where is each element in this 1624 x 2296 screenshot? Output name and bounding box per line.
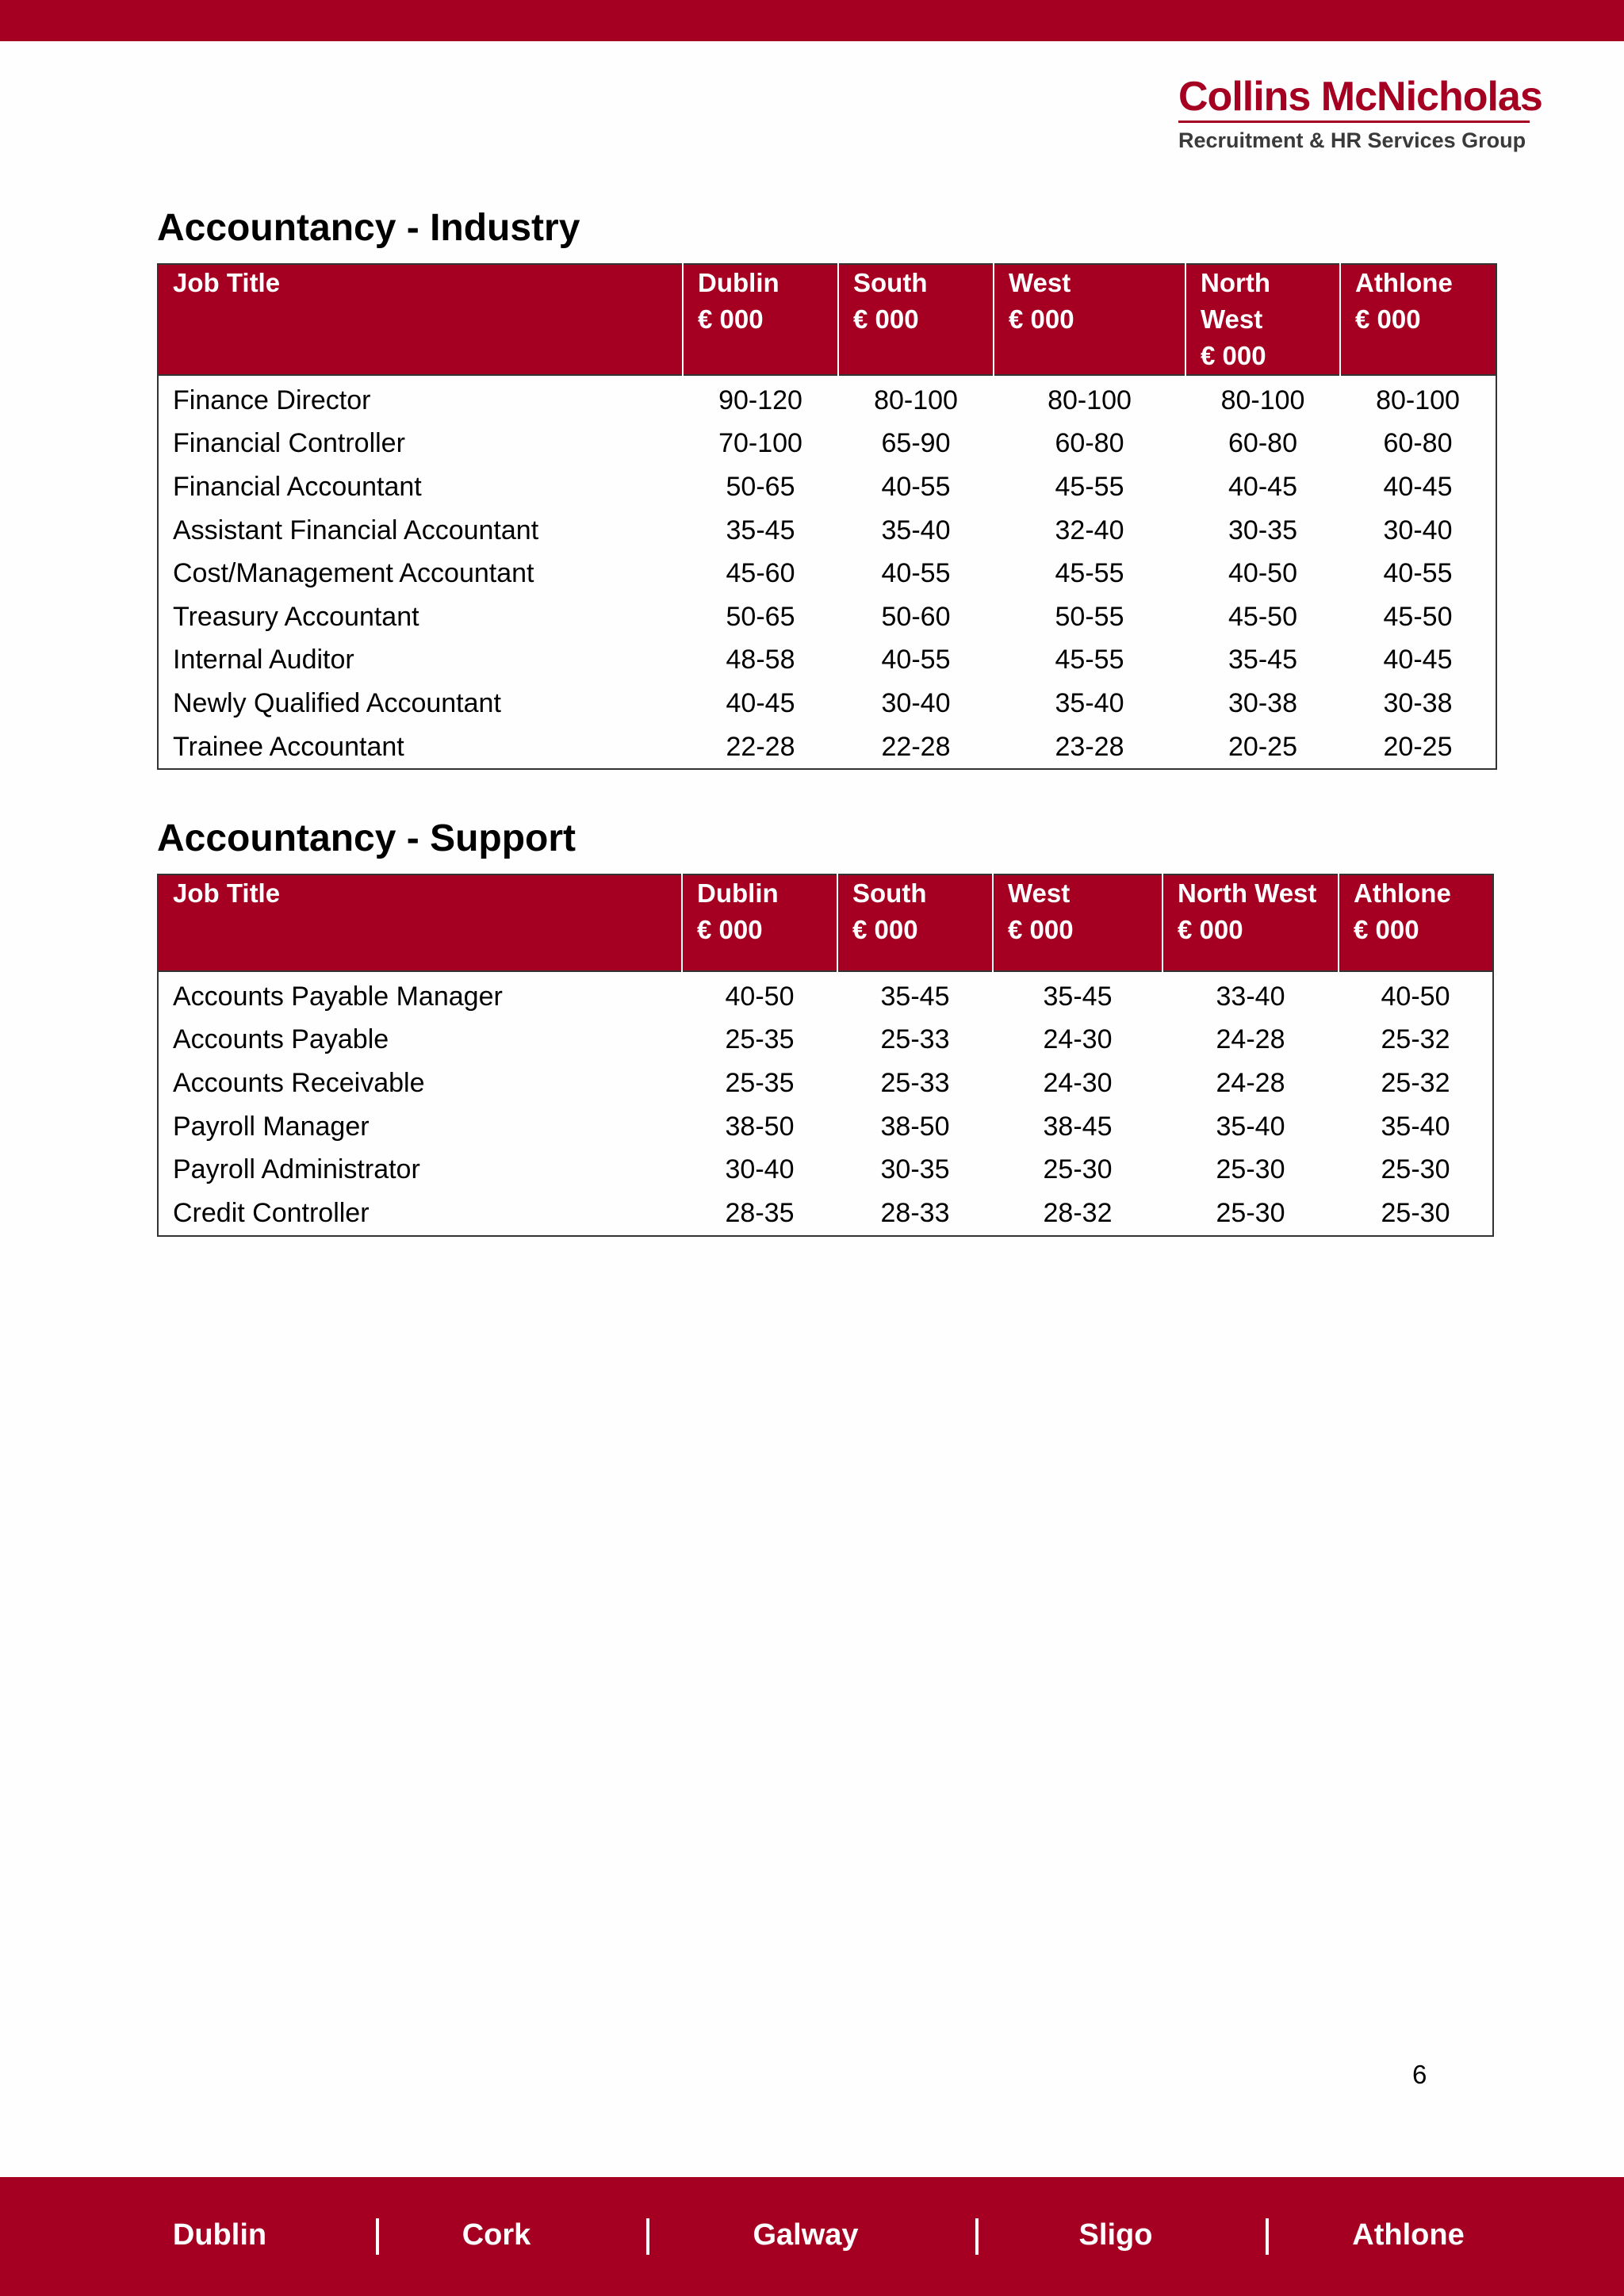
table-body-support bbox=[158, 971, 1493, 1236]
salary-cell-athlone: 25-32 bbox=[1381, 1024, 1450, 1055]
salary-table-support bbox=[157, 874, 1494, 1237]
job-title-cell: Accounts Payable Manager bbox=[173, 981, 503, 1012]
salary-cell-athlone: 40-55 bbox=[1383, 558, 1453, 589]
salary-cell-dublin: 48-58 bbox=[726, 645, 795, 675]
salary-cell-north-west: 30-38 bbox=[1228, 687, 1297, 718]
salary-cell-north-west: 40-45 bbox=[1228, 471, 1297, 502]
col-header-south: South € 000 bbox=[837, 874, 993, 971]
salary-cell-dublin: 30-40 bbox=[725, 1154, 795, 1185]
footer-office-sligo: Sligo bbox=[1078, 2218, 1153, 2252]
footer-divider bbox=[975, 2218, 979, 2255]
salary-cell-south: 25-33 bbox=[880, 1024, 950, 1055]
salary-cell-south: 35-40 bbox=[881, 515, 951, 545]
salary-cell-dublin: 90-120 bbox=[718, 385, 802, 415]
salary-cell-dublin: 35-45 bbox=[726, 515, 795, 545]
salary-cell-athlone: 40-45 bbox=[1383, 471, 1453, 502]
table-row bbox=[158, 509, 1496, 553]
section-title-support: Accountancy - Support bbox=[157, 817, 576, 859]
salary-cell-dublin: 25-35 bbox=[725, 1067, 795, 1098]
salary-cell-athlone: 30-38 bbox=[1383, 687, 1453, 718]
table-header-row bbox=[158, 264, 1496, 375]
table-row bbox=[158, 595, 1496, 639]
col-header-west: West € 000 bbox=[993, 874, 1162, 971]
salary-cell-north-west: 33-40 bbox=[1216, 981, 1285, 1012]
col-header-athlone: Athlone € 000 bbox=[1339, 874, 1493, 971]
salary-cell-dublin: 28-35 bbox=[725, 1197, 795, 1228]
salary-cell-south: 50-60 bbox=[881, 601, 951, 632]
salary-cell-south: 22-28 bbox=[881, 731, 951, 762]
job-title-cell: Payroll Administrator bbox=[173, 1154, 420, 1185]
salary-cell-dublin: 22-28 bbox=[726, 731, 795, 762]
salary-cell-dublin: 40-50 bbox=[725, 981, 795, 1012]
footer-bar bbox=[0, 2177, 1624, 2296]
salary-cell-south: 25-33 bbox=[880, 1067, 950, 1098]
salary-cell-west: 35-45 bbox=[1043, 981, 1113, 1012]
job-title-cell: Trainee Accountant bbox=[173, 731, 404, 762]
salary-cell-west: 80-100 bbox=[1048, 385, 1132, 415]
salary-cell-north-west: 35-45 bbox=[1228, 645, 1297, 675]
table-row bbox=[158, 423, 1496, 466]
salary-cell-west: 45-55 bbox=[1055, 558, 1124, 589]
salary-cell-dublin: 25-35 bbox=[725, 1024, 795, 1055]
salary-cell-south: 40-55 bbox=[881, 471, 951, 502]
table-body-industry bbox=[158, 375, 1496, 769]
footer-office-dublin: Dublin bbox=[172, 2218, 267, 2252]
logo-tagline: Recruitment & HR Services Group bbox=[1178, 128, 1526, 152]
col-header-north-west: North West € 000 bbox=[1162, 874, 1339, 971]
salary-cell-athlone: 30-40 bbox=[1383, 515, 1453, 545]
salary-cell-athlone: 20-25 bbox=[1383, 731, 1453, 762]
job-title-cell: Payroll Manager bbox=[173, 1111, 370, 1142]
footer-office-athlone: Athlone bbox=[1352, 2218, 1465, 2252]
footer-office-cork: Cork bbox=[462, 2218, 531, 2252]
salary-cell-north-west: 80-100 bbox=[1220, 385, 1305, 415]
col-header-job-title: Job Title bbox=[158, 264, 683, 375]
table-row bbox=[158, 1148, 1493, 1192]
salary-cell-south: 40-55 bbox=[881, 645, 951, 675]
table-row bbox=[158, 465, 1496, 509]
job-title-cell: Internal Auditor bbox=[173, 645, 354, 675]
salary-cell-south: 28-33 bbox=[880, 1197, 950, 1228]
salary-cell-dublin: 70-100 bbox=[718, 428, 802, 459]
table-row bbox=[158, 1105, 1493, 1149]
col-header-athlone: Athlone € 000 bbox=[1340, 264, 1496, 375]
salary-cell-north-west: 24-28 bbox=[1216, 1067, 1285, 1098]
page-number: 6 bbox=[1412, 2060, 1427, 2089]
salary-cell-west: 45-55 bbox=[1055, 471, 1124, 502]
logo-name: Collins McNicholas bbox=[1178, 74, 1542, 120]
salary-cell-athlone: 25-30 bbox=[1381, 1197, 1450, 1228]
table-row bbox=[158, 1062, 1493, 1105]
job-title-cell: Newly Qualified Accountant bbox=[173, 687, 501, 718]
salary-cell-south: 65-90 bbox=[881, 428, 951, 459]
salary-cell-athlone: 40-50 bbox=[1381, 981, 1450, 1012]
top-banner bbox=[0, 0, 1624, 41]
table-row bbox=[158, 1019, 1493, 1062]
salary-cell-west: 24-30 bbox=[1043, 1067, 1113, 1098]
salary-table-industry bbox=[157, 263, 1497, 770]
table-row bbox=[158, 639, 1496, 683]
footer-office-galway: Galway bbox=[753, 2218, 859, 2252]
salary-cell-west: 38-45 bbox=[1043, 1111, 1113, 1142]
salary-cell-north-west: 45-50 bbox=[1228, 601, 1297, 632]
salary-cell-west: 45-55 bbox=[1055, 645, 1124, 675]
footer-divider bbox=[1266, 2218, 1269, 2255]
salary-cell-west: 25-30 bbox=[1043, 1154, 1113, 1185]
salary-cell-north-west: 35-40 bbox=[1216, 1111, 1285, 1142]
salary-cell-north-west: 30-35 bbox=[1228, 515, 1297, 545]
salary-cell-north-west: 60-80 bbox=[1228, 428, 1297, 459]
salary-cell-west: 23-28 bbox=[1055, 731, 1124, 762]
salary-cell-north-west: 25-30 bbox=[1216, 1197, 1285, 1228]
col-header-west: West € 000 bbox=[994, 264, 1185, 375]
salary-cell-south: 35-45 bbox=[880, 981, 950, 1012]
table-row bbox=[158, 682, 1496, 725]
salary-cell-west: 32-40 bbox=[1055, 515, 1124, 545]
table-row bbox=[158, 725, 1496, 770]
salary-cell-athlone: 80-100 bbox=[1376, 385, 1460, 415]
table-row bbox=[158, 375, 1496, 423]
col-header-north-west: North West € 000 bbox=[1185, 264, 1340, 375]
table-row bbox=[158, 552, 1496, 595]
salary-cell-north-west: 20-25 bbox=[1228, 731, 1297, 762]
footer-divider bbox=[646, 2218, 649, 2255]
salary-cell-athlone: 25-30 bbox=[1381, 1154, 1450, 1185]
section-title-industry: Accountancy - Industry bbox=[157, 207, 580, 249]
salary-cell-south: 38-50 bbox=[880, 1111, 950, 1142]
salary-cell-athlone: 40-45 bbox=[1383, 645, 1453, 675]
job-title-cell: Accounts Payable bbox=[173, 1024, 389, 1055]
salary-cell-west: 50-55 bbox=[1055, 601, 1124, 632]
table-header-row bbox=[158, 874, 1493, 971]
salary-cell-dublin: 50-65 bbox=[726, 601, 795, 632]
salary-cell-west: 24-30 bbox=[1043, 1024, 1113, 1055]
salary-cell-dublin: 38-50 bbox=[725, 1111, 795, 1142]
salary-cell-dublin: 50-65 bbox=[726, 471, 795, 502]
job-title-cell: Financial Controller bbox=[173, 428, 405, 459]
salary-cell-athlone: 25-32 bbox=[1381, 1067, 1450, 1098]
logo-underline bbox=[1178, 121, 1530, 123]
salary-cell-south: 30-35 bbox=[880, 1154, 950, 1185]
salary-cell-athlone: 35-40 bbox=[1381, 1111, 1450, 1142]
salary-cell-west: 35-40 bbox=[1055, 687, 1124, 718]
salary-cell-north-west: 24-28 bbox=[1216, 1024, 1285, 1055]
job-title-cell: Cost/Management Accountant bbox=[173, 558, 534, 589]
col-header-job-title: Job Title bbox=[158, 874, 682, 971]
salary-cell-west: 60-80 bbox=[1055, 428, 1124, 459]
job-title-cell: Accounts Receivable bbox=[173, 1067, 425, 1098]
col-header-south: South € 000 bbox=[838, 264, 994, 375]
table-row bbox=[158, 1192, 1493, 1236]
job-title-cell: Treasury Accountant bbox=[173, 601, 419, 632]
salary-cell-west: 28-32 bbox=[1043, 1197, 1113, 1228]
footer-divider bbox=[376, 2218, 379, 2255]
job-title-cell: Credit Controller bbox=[173, 1197, 370, 1228]
salary-cell-dublin: 45-60 bbox=[726, 558, 795, 589]
job-title-cell: Finance Director bbox=[173, 385, 371, 415]
job-title-cell: Financial Accountant bbox=[173, 471, 422, 502]
salary-cell-north-west: 40-50 bbox=[1228, 558, 1297, 589]
col-header-dublin: Dublin € 000 bbox=[682, 874, 837, 971]
job-title-cell: Assistant Financial Accountant bbox=[173, 515, 539, 545]
company-logo bbox=[1178, 73, 1542, 153]
salary-cell-dublin: 40-45 bbox=[726, 687, 795, 718]
col-header-dublin: Dublin € 000 bbox=[683, 264, 838, 375]
table-row bbox=[158, 971, 1493, 1019]
salary-cell-south: 30-40 bbox=[881, 687, 951, 718]
salary-cell-north-west: 25-30 bbox=[1216, 1154, 1285, 1185]
salary-cell-south: 40-55 bbox=[881, 558, 951, 589]
salary-cell-south: 80-100 bbox=[874, 385, 958, 415]
salary-cell-athlone: 60-80 bbox=[1383, 428, 1453, 459]
salary-cell-athlone: 45-50 bbox=[1383, 601, 1453, 632]
